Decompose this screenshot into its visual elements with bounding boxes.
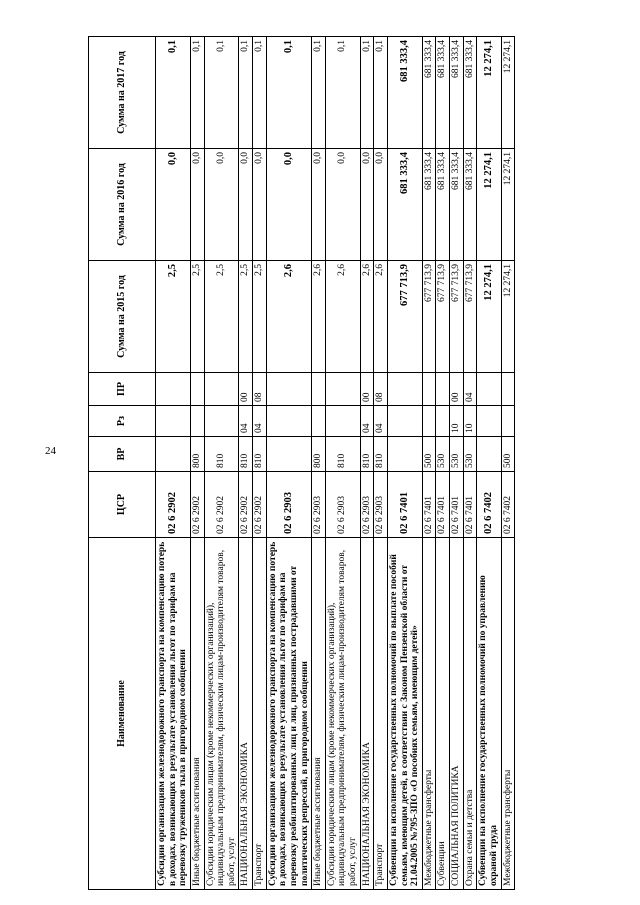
- cell-csr: 02 6 2902: [204, 472, 239, 538]
- table-body: [156, 37, 515, 890]
- cell-2015: 2,5: [156, 261, 191, 373]
- cell-csr: 02 6 2903: [374, 472, 388, 538]
- cell-2017: 0,1: [204, 37, 239, 149]
- table-row: [463, 37, 477, 890]
- cell-pr: [477, 373, 501, 406]
- cell-pr: [204, 373, 239, 406]
- cell-2016: 681 333,4: [422, 149, 436, 261]
- cell-vr: [477, 437, 501, 472]
- cell-name: НАЦИОНАЛЬНАЯ ЭКОНОМИКА: [239, 538, 253, 890]
- cell-2015: 2,5: [190, 261, 204, 373]
- cell-csr: 02 6 2902: [156, 472, 191, 538]
- cell-2017: 0,1: [374, 37, 388, 149]
- cell-2015: 677 713,9: [463, 261, 477, 373]
- cell-vr: 500: [422, 437, 436, 472]
- cell-rz: [422, 406, 436, 437]
- cell-2017: 0,1: [360, 37, 374, 149]
- cell-csr: 02 6 7401: [422, 472, 436, 538]
- cell-2015: 2,6: [325, 261, 360, 373]
- cell-vr: 810: [253, 437, 267, 472]
- cell-rz: [387, 406, 422, 437]
- table-row: [436, 37, 450, 890]
- table-row: [360, 37, 374, 890]
- cell-name: Транспорт: [374, 538, 388, 890]
- cell-name: Субсидии организациям железнодорожного транспорта на компенсацию потерь в доходах, возникающих в результате установления льгот по тарифам на перевозку тружеников тыла в пригородном сообщении: [156, 538, 191, 890]
- cell-2015: 677 713,9: [450, 261, 464, 373]
- table-row: [253, 37, 267, 890]
- cell-pr: [501, 373, 515, 406]
- cell-pr: 04: [463, 373, 477, 406]
- cell-pr: 00: [239, 373, 253, 406]
- table-row: [387, 37, 422, 890]
- cell-name: НАЦИОНАЛЬНАЯ ЭКОНОМИКА: [360, 538, 374, 890]
- cell-2015: 2,6: [360, 261, 374, 373]
- cell-vr: 810: [204, 437, 239, 472]
- cell-2016: 0,0: [374, 149, 388, 261]
- cell-vr: 530: [450, 437, 464, 472]
- cell-name: Субсидии организациям железнодорожного транспорта на компенсацию потерь в доходах, возникающих в результате установления льгот по тарифам на перевозку реабилитированных лиц и лиц, признанных пострадавшими от политических репрессий, в пригородном сообщении: [266, 538, 312, 890]
- cell-2016: 681 333,4: [436, 149, 450, 261]
- table-row: [450, 37, 464, 890]
- cell-name: Иные бюджетные ассигнования: [190, 538, 204, 890]
- budget-table: [88, 36, 515, 890]
- cell-name: Субвенции: [436, 538, 450, 890]
- cell-vr: [266, 437, 312, 472]
- cell-2016: 0,0: [253, 149, 267, 261]
- header-pr: ПР: [89, 373, 156, 406]
- cell-2015: 2,6: [266, 261, 312, 373]
- cell-pr: [325, 373, 360, 406]
- cell-2016: 681 333,4: [387, 149, 422, 261]
- cell-2016: 0,0: [312, 149, 326, 261]
- header-rz: Рз: [89, 406, 156, 437]
- cell-rz: [190, 406, 204, 437]
- cell-pr: [190, 373, 204, 406]
- cell-2015: 677 713,9: [422, 261, 436, 373]
- cell-vr: 810: [360, 437, 374, 472]
- table-header-row: [89, 37, 156, 890]
- cell-2017: 681 333,4: [450, 37, 464, 149]
- cell-name: Межбюджетные трансферты: [501, 538, 515, 890]
- cell-pr: 00: [360, 373, 374, 406]
- cell-2016: 681 333,4: [450, 149, 464, 261]
- cell-2017: 681 333,4: [463, 37, 477, 149]
- cell-csr: 02 6 7401: [463, 472, 477, 538]
- cell-csr: 02 6 7402: [501, 472, 515, 538]
- cell-rz: [501, 406, 515, 437]
- cell-csr: 02 6 7401: [436, 472, 450, 538]
- cell-pr: [387, 373, 422, 406]
- cell-pr: [156, 373, 191, 406]
- table-row: [422, 37, 436, 890]
- cell-2015: 2,5: [253, 261, 267, 373]
- cell-2017: 0,1: [266, 37, 312, 149]
- cell-rz: [477, 406, 501, 437]
- cell-2015: 2,6: [312, 261, 326, 373]
- table-row: [239, 37, 253, 890]
- cell-2015: 12 274,1: [477, 261, 501, 373]
- cell-csr: 02 6 2902: [239, 472, 253, 538]
- cell-2015: 2,5: [239, 261, 253, 373]
- table-row: [477, 37, 501, 890]
- cell-name: Субсидии юридическим лицам (кроме некоммерческих организаций), индивидуальным предпринимателям, физическим лицам-производителям товаров, работ, услуг: [325, 538, 360, 890]
- cell-csr: 02 6 2903: [312, 472, 326, 538]
- cell-pr: [436, 373, 450, 406]
- cell-csr: 02 6 2902: [190, 472, 204, 538]
- cell-csr: 02 6 2902: [253, 472, 267, 538]
- table-row: [312, 37, 326, 890]
- cell-pr: [266, 373, 312, 406]
- header-2015: Сумма на 2015 год: [89, 261, 156, 373]
- cell-2015: 2,5: [204, 261, 239, 373]
- page-number: 24: [45, 445, 56, 457]
- cell-rz: 10: [463, 406, 477, 437]
- cell-2016: 0,0: [190, 149, 204, 261]
- cell-csr: 02 6 2903: [325, 472, 360, 538]
- table-row: [204, 37, 239, 890]
- cell-name: Субвенции на исполнение государственных полномочий по выплате пособий семьям, имеющим детей, в соответствии с Законом Пензенской области от 21.04.2005 №795-ЗПО «О пособиях семьям, имеющим детей»: [387, 538, 422, 890]
- cell-vr: 530: [463, 437, 477, 472]
- table-row: [501, 37, 515, 890]
- cell-2017: 681 333,4: [436, 37, 450, 149]
- table-row: [266, 37, 312, 890]
- header-vr: ВР: [89, 437, 156, 472]
- cell-vr: 800: [312, 437, 326, 472]
- cell-vr: 500: [501, 437, 515, 472]
- cell-2015: 2,6: [374, 261, 388, 373]
- cell-csr: 02 6 7401: [387, 472, 422, 538]
- cell-name: Иные бюджетные ассигнования: [312, 538, 326, 890]
- cell-vr: [387, 437, 422, 472]
- table-row: [156, 37, 191, 890]
- table-row: [374, 37, 388, 890]
- cell-2016: 0,0: [156, 149, 191, 261]
- cell-csr: 02 6 2903: [266, 472, 312, 538]
- cell-csr: 02 6 7401: [450, 472, 464, 538]
- cell-name: Межбюджетные трансферты: [422, 538, 436, 890]
- cell-2017: 12 274,1: [477, 37, 501, 149]
- header-csr: ЦСР: [89, 472, 156, 538]
- cell-2016: 681 333,4: [463, 149, 477, 261]
- cell-name: Транспорт: [253, 538, 267, 890]
- cell-name: Субсидии юридическим лицам (кроме некоммерческих организаций), индивидуальным предпринимателям, физическим лицам-производителям товаров, работ, услуг: [204, 538, 239, 890]
- cell-rz: [325, 406, 360, 437]
- cell-2016: 12 274,1: [501, 149, 515, 261]
- cell-2017: 0,1: [253, 37, 267, 149]
- cell-vr: 800: [190, 437, 204, 472]
- cell-2015: 677 713,9: [436, 261, 450, 373]
- cell-2017: 0,1: [156, 37, 191, 149]
- cell-2017: 681 333,4: [422, 37, 436, 149]
- cell-name: Охрана семьи и детства: [463, 538, 477, 890]
- cell-vr: 810: [325, 437, 360, 472]
- cell-2016: 0,0: [266, 149, 312, 261]
- cell-2015: 12 274,1: [501, 261, 515, 373]
- cell-pr: [312, 373, 326, 406]
- cell-rz: 04: [360, 406, 374, 437]
- cell-2016: 12 274,1: [477, 149, 501, 261]
- cell-csr: 02 6 7402: [477, 472, 501, 538]
- table-row: [190, 37, 204, 890]
- cell-pr: 08: [253, 373, 267, 406]
- cell-2016: 0,0: [325, 149, 360, 261]
- cell-rz: 04: [374, 406, 388, 437]
- cell-2015: 677 713,9: [387, 261, 422, 373]
- cell-rz: [266, 406, 312, 437]
- cell-pr: [422, 373, 436, 406]
- cell-2016: 0,0: [204, 149, 239, 261]
- cell-rz: [156, 406, 191, 437]
- cell-2016: 0,0: [239, 149, 253, 261]
- cell-2017: 12 274,1: [501, 37, 515, 149]
- header-2016: Сумма на 2016 год: [89, 149, 156, 261]
- cell-rz: 04: [253, 406, 267, 437]
- cell-vr: 530: [436, 437, 450, 472]
- cell-vr: [156, 437, 191, 472]
- cell-name: Субвенции на исполнение государственных полномочий по управлению охраной труда: [477, 538, 501, 890]
- cell-name: СОЦИАЛЬНАЯ ПОЛИТИКА: [450, 538, 464, 890]
- header-name: Наименование: [89, 538, 156, 890]
- cell-vr: 810: [239, 437, 253, 472]
- cell-rz: [204, 406, 239, 437]
- cell-rz: [312, 406, 326, 437]
- table-row: [325, 37, 360, 890]
- cell-2017: 0,1: [325, 37, 360, 149]
- cell-rz: [436, 406, 450, 437]
- cell-2017: 0,1: [190, 37, 204, 149]
- cell-rz: 10: [450, 406, 464, 437]
- cell-pr: 08: [374, 373, 388, 406]
- cell-pr: 00: [450, 373, 464, 406]
- cell-2017: 0,1: [239, 37, 253, 149]
- cell-vr: 810: [374, 437, 388, 472]
- cell-2016: 0,0: [360, 149, 374, 261]
- cell-csr: 02 6 2903: [360, 472, 374, 538]
- cell-2017: 681 333,4: [387, 37, 422, 149]
- header-2017: Сумма на 2017 год: [89, 37, 156, 149]
- cell-2017: 0,1: [312, 37, 326, 149]
- cell-rz: 04: [239, 406, 253, 437]
